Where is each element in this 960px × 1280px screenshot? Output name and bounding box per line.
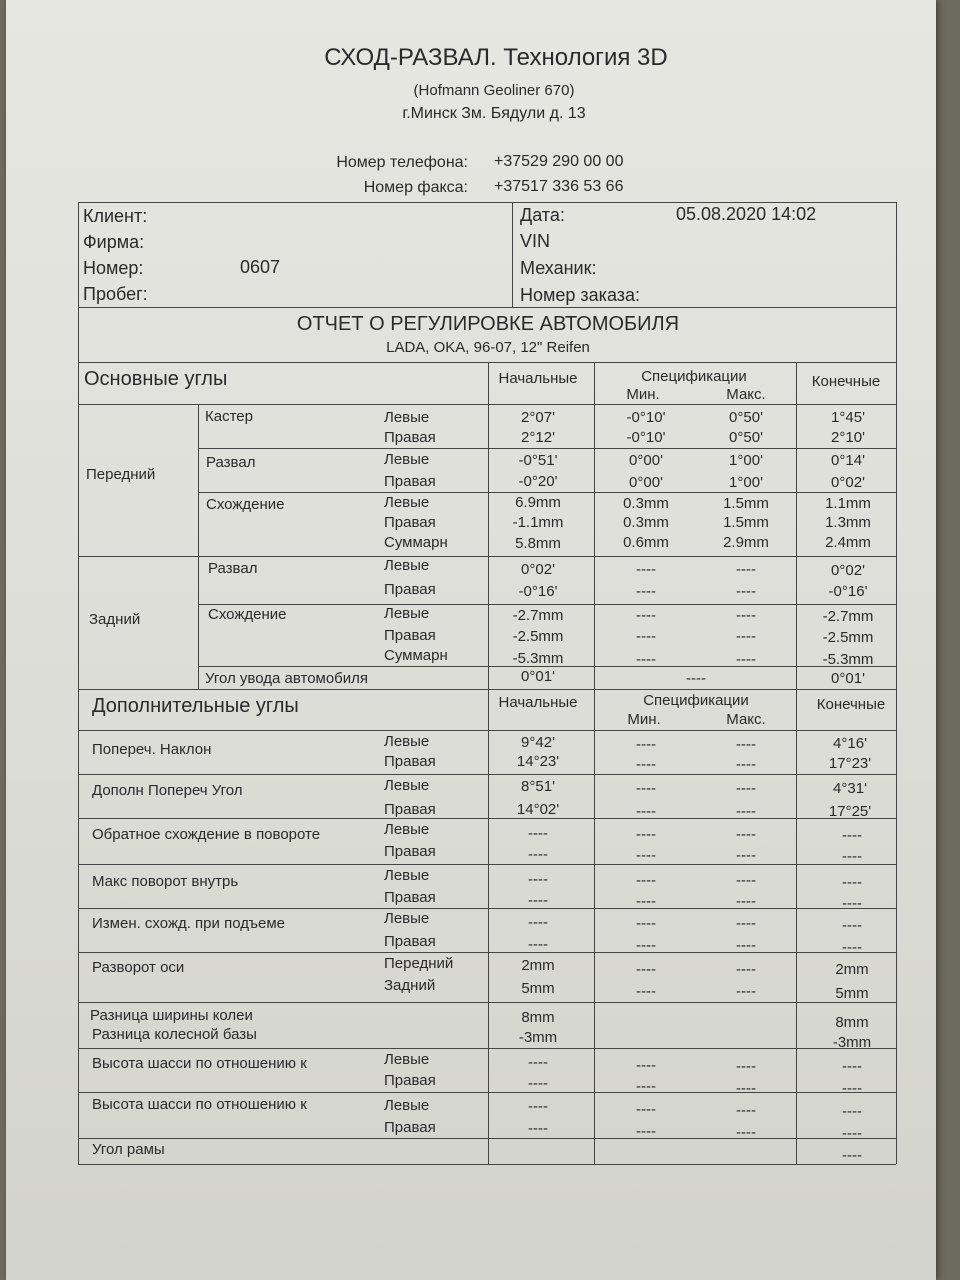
extra-col-final: Конечные xyxy=(816,696,886,713)
col-max: Макс. xyxy=(726,386,766,403)
rear-camber-left-max: ---- xyxy=(736,561,756,578)
toe-total-final: 2.4mm xyxy=(825,534,871,551)
setback-rear-final: 5mm xyxy=(835,985,869,1002)
caster-left-min: -0°10' xyxy=(626,409,666,426)
included-left-initial: 8°51' xyxy=(521,778,555,795)
camber-left-label: Левые xyxy=(384,451,430,468)
caster-left-initial: 2°07' xyxy=(521,409,555,426)
date-label: Дата: xyxy=(520,205,565,225)
setback-rear-min: ---- xyxy=(636,983,656,1000)
included-right-label: Правая xyxy=(384,801,436,818)
fax-label: Номер факса: xyxy=(363,179,468,196)
sai-left-final: 4°16' xyxy=(833,735,867,752)
included-left-final: 4°31' xyxy=(833,780,867,797)
sai-left-label: Левые xyxy=(384,733,430,750)
height2-left-min: ---- xyxy=(636,1101,656,1118)
toor-right-max: ---- xyxy=(736,847,756,864)
rear-toe-left-label: Левые xyxy=(384,605,430,622)
camber-right-label: Правая xyxy=(384,473,436,490)
toelift-right-label: Правая xyxy=(384,933,436,950)
rear-toe-left-min: ---- xyxy=(636,607,656,624)
thrust-angle-spec: ---- xyxy=(686,670,706,687)
caster-right-label: Правая xyxy=(384,429,436,446)
height1-left-initial: ---- xyxy=(528,1054,548,1071)
setback-label: Разворот оси xyxy=(92,959,185,976)
included-right-initial: 14°02' xyxy=(516,801,560,818)
rear-toe-total-final: -5.3mm xyxy=(822,651,874,668)
toor-left-final: ---- xyxy=(842,827,862,844)
camber-right-initial: -0°20' xyxy=(518,473,558,490)
thrust-angle-label: Угол увода автомобиля xyxy=(205,670,369,687)
frame-angle-label: Угол рамы xyxy=(92,1141,165,1158)
toe-left-min: 0.3mm xyxy=(623,495,669,512)
toelift-left-min: ---- xyxy=(636,915,656,932)
caster-left-final: 1°45' xyxy=(831,409,865,426)
camber-left-min: 0°00' xyxy=(629,452,663,469)
height2-left-initial: ---- xyxy=(528,1098,548,1115)
rear-toe-right-label: Правая xyxy=(384,627,436,644)
rear-camber-left-final: 0°02' xyxy=(831,562,865,579)
camber-right-max: 1°00' xyxy=(729,474,763,491)
wheelbase-diff-initial: -3mm xyxy=(518,1029,558,1046)
address: г.Минск Зм. Бядули д. 13 xyxy=(402,105,586,122)
toor-left-min: ---- xyxy=(636,826,656,843)
report-title: ОТЧЕТ О РЕГУЛИРОВКЕ АВТОМОБИЛЯ xyxy=(296,313,680,335)
caster-right-final: 2°10' xyxy=(831,429,865,446)
toor-right-label: Правая xyxy=(384,843,436,860)
included-left-min: ---- xyxy=(636,780,656,797)
height2-right-initial: ---- xyxy=(528,1120,548,1137)
toor-right-final: ---- xyxy=(842,848,862,865)
max-turn-label: Макс поворот внутрь xyxy=(92,873,239,890)
toor-right-min: ---- xyxy=(636,847,656,864)
toe-right-initial: -1.1mm xyxy=(512,514,564,531)
height1-right-label: Правая xyxy=(384,1072,436,1089)
sai-label: Попереч. Наклон xyxy=(92,741,212,758)
toe-lift-label: Измен. схожд. при подъеме xyxy=(92,915,286,932)
extra-angles-title: Дополнительные углы xyxy=(92,695,299,717)
toelift-left-label: Левые xyxy=(384,910,430,927)
extra-col-max: Макс. xyxy=(726,711,766,728)
rear-toe-right-min: ---- xyxy=(636,628,656,645)
rear-toe-label: Схождение xyxy=(208,606,287,623)
toor-left-initial: ---- xyxy=(528,825,548,842)
extra-col-min: Мин. xyxy=(627,711,661,728)
sai-left-max: ---- xyxy=(736,736,756,753)
maxturn-right-initial: ---- xyxy=(528,892,548,909)
camber-right-min: 0°00' xyxy=(629,474,663,491)
wheelbase-diff-final: -3mm xyxy=(832,1034,872,1051)
camber-left-initial: -0°51' xyxy=(518,452,558,469)
client-label: Клиент: xyxy=(83,206,148,226)
vehicle-model: LADA, OKA, 96-07, 12" Reifen xyxy=(386,339,590,356)
rear-toe-total-initial: -5.3mm xyxy=(512,650,564,667)
setback-front-max: ---- xyxy=(736,961,756,978)
toe-left-final: 1.1mm xyxy=(825,495,871,512)
main-angles-title: Основные углы xyxy=(84,368,228,390)
caster-left-max: 0°50' xyxy=(729,409,763,426)
doc-title: СХОД-РАЗВАЛ. Технология 3D xyxy=(324,44,668,71)
maxturn-left-final: ---- xyxy=(842,874,862,891)
rear-toe-left-max: ---- xyxy=(736,607,756,624)
track-diff-label: Разница ширины колеи xyxy=(90,1007,253,1024)
height2-right-min: ---- xyxy=(636,1123,656,1140)
toe-right-label: Правая xyxy=(384,514,436,531)
rear-toe-right-max: ---- xyxy=(736,628,756,645)
sai-left-min: ---- xyxy=(636,736,656,753)
order-label: Номер заказа: xyxy=(520,285,641,305)
toe-right-final: 1.3mm xyxy=(825,514,871,531)
rear-camber-left-initial: 0°02' xyxy=(521,561,555,578)
height1-right-min: ---- xyxy=(636,1078,656,1095)
height2-right-label: Правая xyxy=(384,1119,436,1136)
toor-left-max: ---- xyxy=(736,826,756,843)
mileage-label: Пробег: xyxy=(83,284,148,304)
included-left-max: ---- xyxy=(736,780,756,797)
height2-right-final: ---- xyxy=(842,1125,862,1142)
extra-col-initial: Начальные xyxy=(498,694,578,711)
height2-left-final: ---- xyxy=(842,1103,862,1120)
setback-rear-initial: 5mm xyxy=(521,980,555,997)
toe-total-initial: 5.8mm xyxy=(515,535,561,552)
height1-left-final: ---- xyxy=(842,1058,862,1075)
col-specs: Спецификации xyxy=(641,368,747,385)
ride-height-1-label: Высота шасси по отношению к xyxy=(92,1055,307,1072)
camber-left-final: 0°14' xyxy=(831,452,865,469)
caster-right-min: -0°10' xyxy=(626,429,666,446)
caster-left-label: Левые xyxy=(384,409,430,426)
toor-right-initial: ---- xyxy=(528,846,548,863)
toelift-left-final: ---- xyxy=(842,917,862,934)
track-diff-initial: 8mm xyxy=(521,1009,555,1026)
camber-left-max: 1°00' xyxy=(729,452,763,469)
toor-left-label: Левые xyxy=(384,821,430,838)
maxturn-left-min: ---- xyxy=(636,872,656,889)
rear-camber-right-final: -0°16' xyxy=(828,583,868,600)
ride-height-2-label: Высота шасси по отношению к xyxy=(92,1096,307,1113)
included-right-final: 17°25' xyxy=(828,803,872,820)
number-label: Номер: xyxy=(83,258,144,278)
sai-left-initial: 9°42' xyxy=(521,734,555,751)
toe-left-initial: 6.9mm xyxy=(515,494,561,511)
rear-toe-total-max: ---- xyxy=(736,651,756,668)
col-min: Мин. xyxy=(626,386,660,403)
setback-front-final: 2mm xyxy=(835,961,869,978)
thrust-angle-initial: 0°01' xyxy=(521,668,555,685)
caster-label: Кастер xyxy=(205,408,253,425)
date-value: 05.08.2020 14:02 xyxy=(676,204,817,224)
setback-front-min: ---- xyxy=(636,961,656,978)
rear-camber-left-label: Левые xyxy=(384,557,430,574)
height2-right-max: ---- xyxy=(736,1124,756,1141)
camber-label: Развал xyxy=(206,454,256,471)
setback-rear-max: ---- xyxy=(736,983,756,1000)
setback-rear-label: Задний xyxy=(384,977,436,994)
sai-right-label: Правая xyxy=(384,753,436,770)
height1-right-max: ---- xyxy=(736,1080,756,1097)
caster-right-max: 0°50' xyxy=(729,429,763,446)
toe-total-min: 0.6mm xyxy=(623,534,669,551)
caster-right-initial: 2°12' xyxy=(521,429,555,446)
setback-front-initial: 2mm xyxy=(521,957,555,974)
rear-toe-total-min: ---- xyxy=(636,651,656,668)
setback-front-label: Передний xyxy=(384,955,454,972)
included-right-min: ---- xyxy=(636,803,656,820)
rear-camber-right-min: ---- xyxy=(636,583,656,600)
maxturn-right-min: ---- xyxy=(636,893,656,910)
maxturn-right-label: Правая xyxy=(384,889,436,906)
toe-out-turns-label: Обратное схождение в повороте xyxy=(92,826,321,843)
phone-label: Номер телефона: xyxy=(336,154,468,171)
maxturn-right-max: ---- xyxy=(736,893,756,910)
rear-toe-right-initial: -2.5mm xyxy=(512,628,564,645)
rear-toe-left-initial: -2.7mm xyxy=(512,607,564,624)
report-paper xyxy=(6,0,936,1280)
rear-camber-right-initial: -0°16' xyxy=(518,583,558,600)
maxturn-left-initial: ---- xyxy=(528,871,548,888)
toe-left-label: Левые xyxy=(384,494,430,511)
included-angle-label: Дополн Попереч Угол xyxy=(92,782,243,799)
maxturn-left-max: ---- xyxy=(736,872,756,889)
toelift-right-final: ---- xyxy=(842,939,862,956)
rear-toe-right-final: -2.5mm xyxy=(822,629,874,646)
mechanic-label: Механик: xyxy=(520,258,597,278)
maxturn-left-label: Левые xyxy=(384,867,430,884)
toelift-right-max: ---- xyxy=(736,937,756,954)
height1-right-final: ---- xyxy=(842,1080,862,1097)
wheelbase-diff-label: Разница колесной базы xyxy=(92,1026,257,1043)
sai-right-final: 17°23' xyxy=(828,755,872,772)
toelift-right-min: ---- xyxy=(636,937,656,954)
col-initial: Начальные xyxy=(498,370,578,387)
toe-total-max: 2.9mm xyxy=(723,534,769,551)
firm-label: Фирма: xyxy=(83,232,145,252)
camber-right-final: 0°02' xyxy=(831,474,865,491)
toelift-left-max: ---- xyxy=(736,915,756,932)
phone-value: +37529 290 00 00 xyxy=(494,153,624,170)
rear-camber-left-min: ---- xyxy=(636,561,656,578)
toe-left-max: 1.5mm xyxy=(723,495,769,512)
number-value: 0607 xyxy=(240,257,281,277)
toe-total-label: Суммарн xyxy=(384,534,448,551)
included-right-max: ---- xyxy=(736,803,756,820)
height1-right-initial: ---- xyxy=(528,1075,548,1092)
front-axle-label: Передний xyxy=(86,466,156,483)
toe-right-max: 1.5mm xyxy=(723,514,769,531)
height1-left-label: Левые xyxy=(384,1051,430,1068)
extra-col-specs: Спецификации xyxy=(643,692,749,709)
included-left-label: Левые xyxy=(384,777,430,794)
rear-axle-label: Задний xyxy=(89,611,141,628)
sai-right-min: ---- xyxy=(636,756,656,773)
toelift-right-initial: ---- xyxy=(528,936,548,953)
rear-camber-label: Развал xyxy=(208,560,258,577)
height1-left-min: ---- xyxy=(636,1057,656,1074)
rear-toe-left-final: -2.7mm xyxy=(822,608,874,625)
sai-right-initial: 14°23' xyxy=(516,753,560,770)
thrust-angle-final: 0°01' xyxy=(831,670,865,687)
equipment-model: (Hofmann Geoliner 670) xyxy=(413,82,575,99)
height1-left-max: ---- xyxy=(736,1058,756,1075)
height2-left-max: ---- xyxy=(736,1102,756,1119)
toelift-left-initial: ---- xyxy=(528,914,548,931)
track-diff-final: 8mm xyxy=(835,1014,869,1031)
rear-toe-total-label: Суммарн xyxy=(384,647,448,664)
height2-left-label: Левые xyxy=(384,1097,430,1114)
col-final: Конечные xyxy=(811,373,881,390)
toe-label: Схождение xyxy=(206,496,285,513)
frame-angle-final: ---- xyxy=(842,1147,862,1164)
maxturn-right-final: ---- xyxy=(842,895,862,912)
fax-value: +37517 336 53 66 xyxy=(494,178,624,195)
toe-right-min: 0.3mm xyxy=(623,514,669,531)
rear-camber-right-max: ---- xyxy=(736,583,756,600)
rear-camber-right-label: Правая xyxy=(384,581,436,598)
sai-right-max: ---- xyxy=(736,756,756,773)
vin-label: VIN xyxy=(520,231,551,251)
